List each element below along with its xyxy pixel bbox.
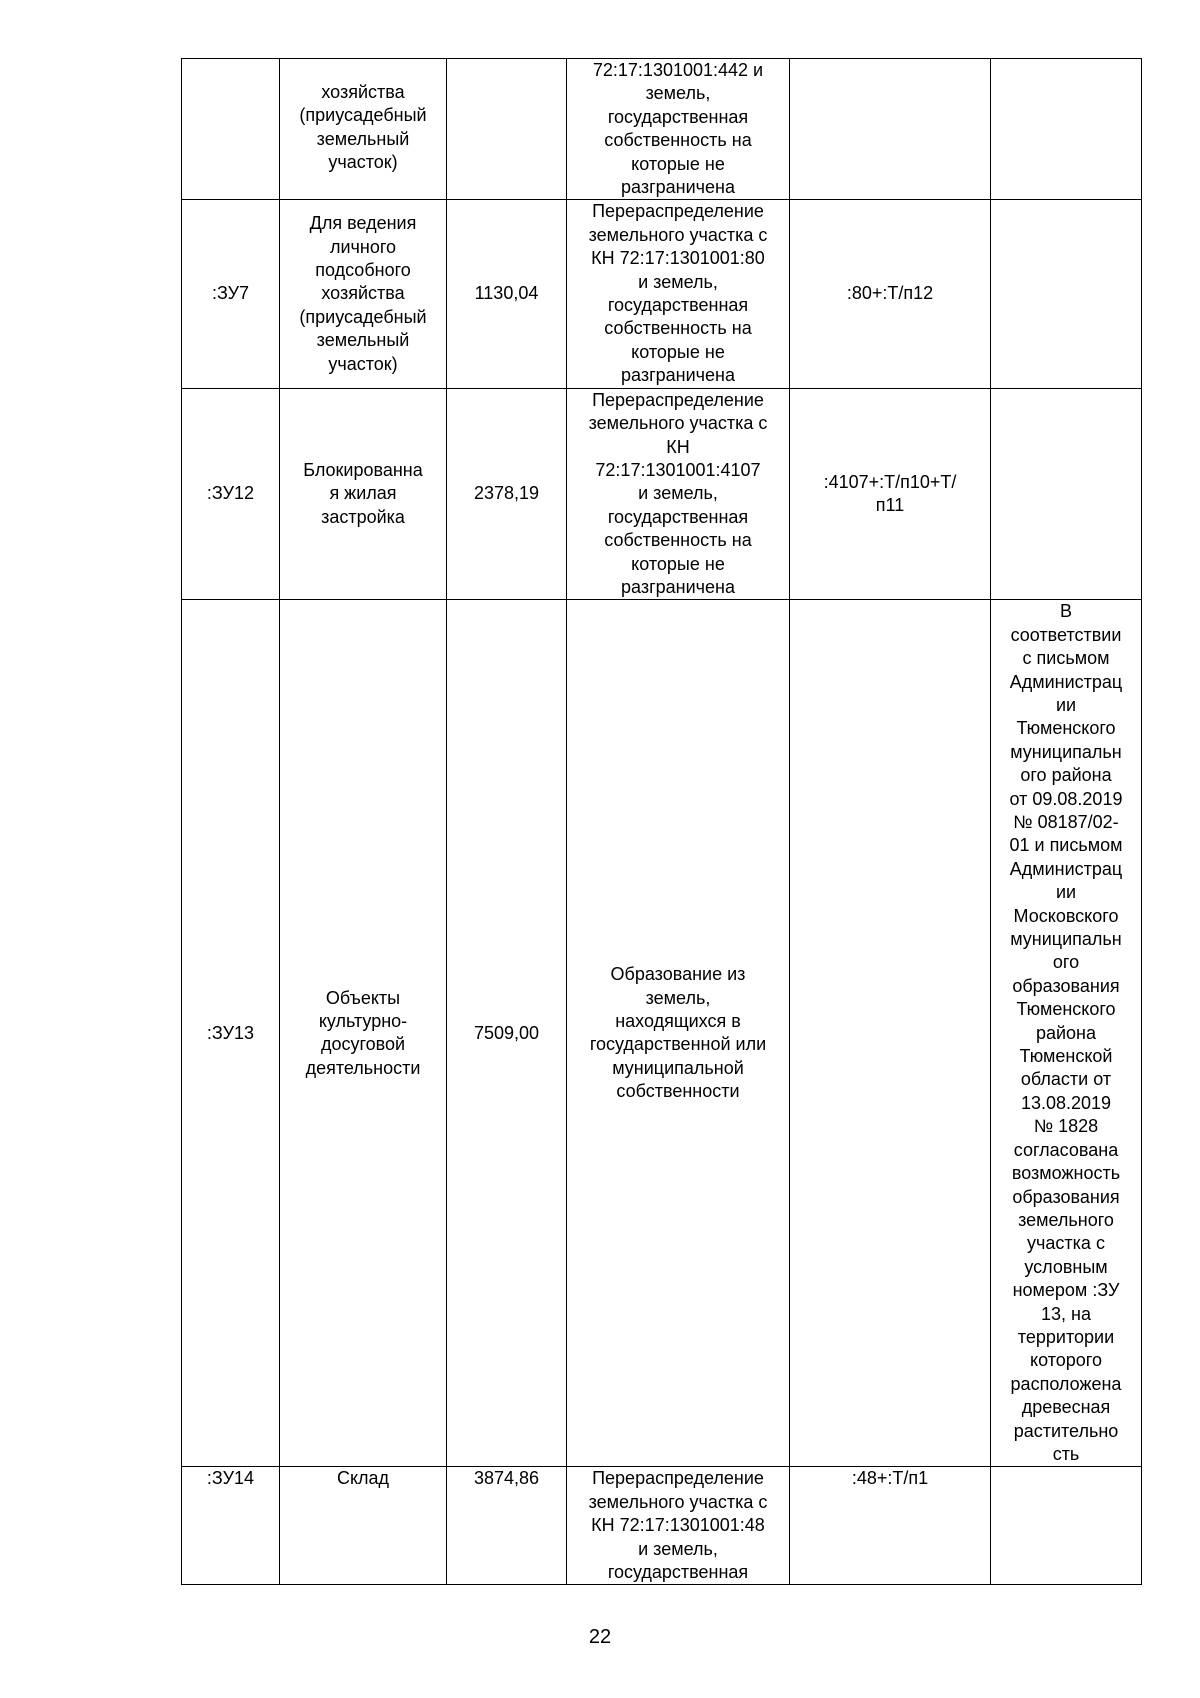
- land-plots-table: [181, 58, 1142, 1585]
- formation-method-cell: 72:17:1301001:442 и земель, государственная собственность на которые не разграничена: [567, 59, 790, 200]
- plot-id-cell: :ЗУ14: [182, 1467, 280, 1585]
- formation-method-cell: Перераспределение земельного участка с КН 72:17:1301001:80 и земель, государственная собственность на которые не разграничена: [567, 200, 790, 388]
- cadastral-formula-cell: [790, 59, 991, 200]
- table-row: [182, 59, 1142, 200]
- cadastral-formula-cell: :4107+:Т/п10+Т/ п11: [790, 388, 991, 600]
- area-cell: 7509,00: [447, 600, 567, 1467]
- formation-method-cell: Образование из земель, находящихся в государственной или муниципальной собственности: [567, 600, 790, 1467]
- area-cell: 2378,19: [447, 388, 567, 600]
- note-cell: [991, 59, 1142, 200]
- formation-method-cell: Перераспределение земельного участка с КН 72:17:1301001:4107 и земель, государственная собственность на которые не разграничена: [567, 388, 790, 600]
- permitted-use-cell: Склад: [280, 1467, 447, 1585]
- table-row: [182, 200, 1142, 388]
- area-cell: 1130,04: [447, 200, 567, 388]
- table-row: [182, 600, 1142, 1467]
- table-row: [182, 388, 1142, 600]
- formation-method-cell: Перераспределение земельного участка с КН 72:17:1301001:48 и земель, государственная: [567, 1467, 790, 1585]
- permitted-use-cell: Блокированна я жилая застройка: [280, 388, 447, 600]
- area-cell: 3874,86: [447, 1467, 567, 1585]
- plot-id-cell: :ЗУ13: [182, 600, 280, 1467]
- cadastral-formula-cell: :48+:Т/п1: [790, 1467, 991, 1585]
- page-number: 22: [588, 1626, 612, 1648]
- note-cell: [991, 200, 1142, 388]
- note-cell: В соответствии с письмом Администрац ии Тюменского муниципальн ого района от 09.08.2019 № 08187/02- 01 и письмом Администрац ии Московского муниципальн ого образования Тюменского района Тюменской области от 13.08.2019 № 1828 согласована возможность образования земельного участка с условным номером :ЗУ 13, на территории которого расположена древесная растительно сть: [991, 600, 1142, 1467]
- plot-id-cell: :ЗУ7: [182, 200, 280, 388]
- cadastral-formula-cell: :80+:Т/п12: [790, 200, 991, 388]
- permitted-use-cell: Объекты культурно- досуговой деятельности: [280, 600, 447, 1467]
- cadastral-formula-cell: [790, 600, 991, 1467]
- note-cell: [991, 388, 1142, 600]
- permitted-use-cell: хозяйства (приусадебный земельный участок): [280, 59, 447, 200]
- note-cell: [991, 1467, 1142, 1585]
- area-cell: [447, 59, 567, 200]
- permitted-use-cell: Для ведения личного подсобного хозяйства (приусадебный земельный участок): [280, 200, 447, 388]
- plot-id-cell: [182, 59, 280, 200]
- table-row: [182, 1467, 1142, 1585]
- plot-id-cell: :ЗУ12: [182, 388, 280, 600]
